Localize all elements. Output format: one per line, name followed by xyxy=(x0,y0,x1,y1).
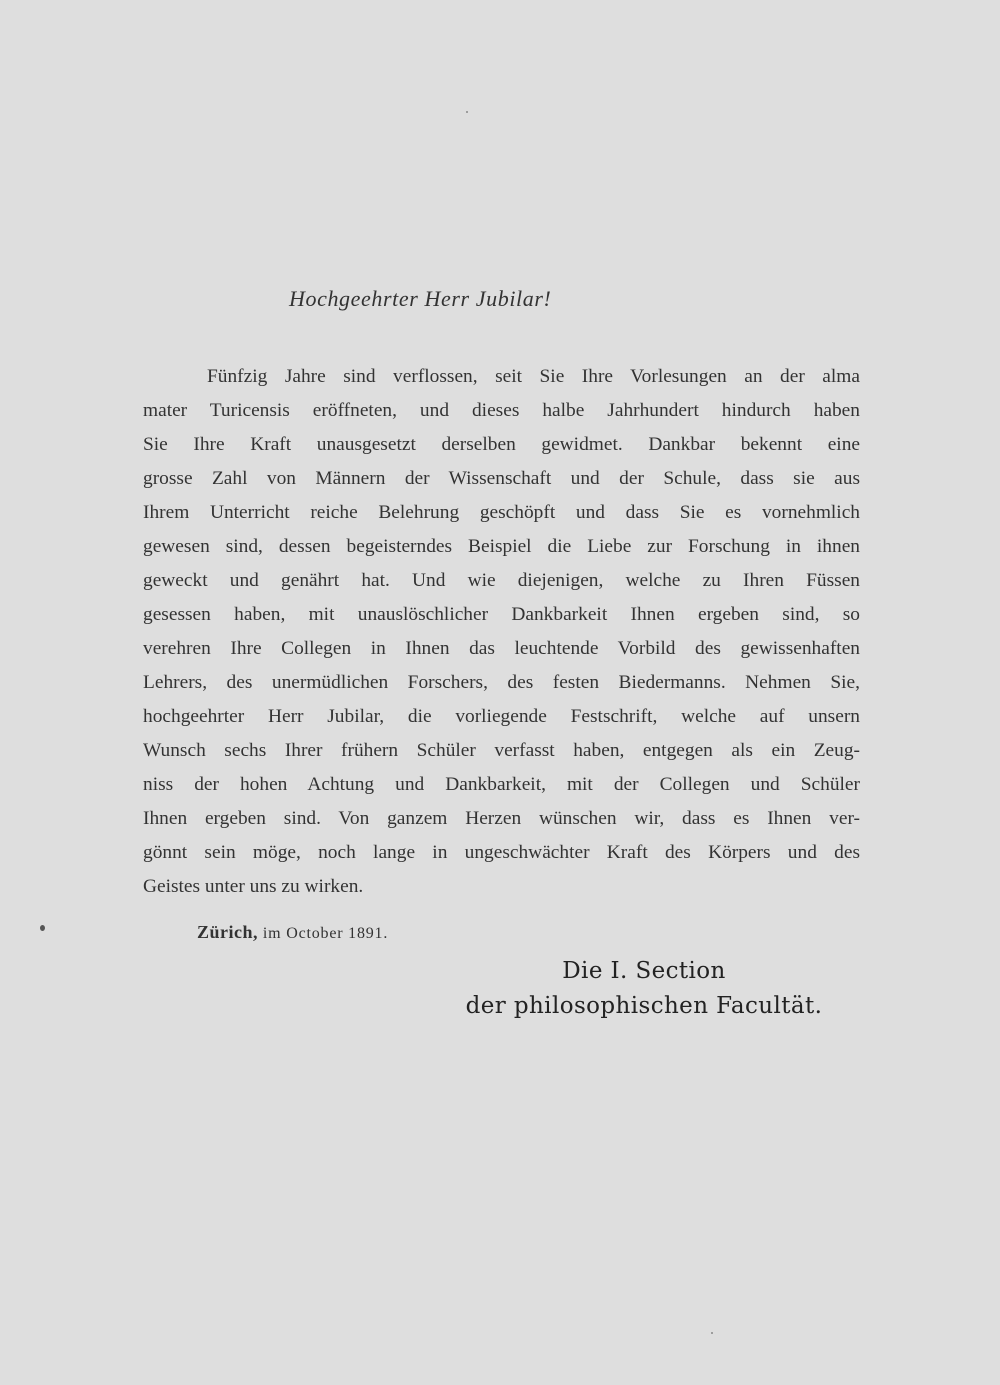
place: Zürich, xyxy=(197,922,259,942)
signature-line-1: Die I. Section xyxy=(562,958,726,984)
signature-block xyxy=(448,954,840,1024)
paper-speck xyxy=(466,111,468,113)
paper-speck xyxy=(711,1332,713,1334)
letter-body xyxy=(143,360,860,904)
body-line: niss der hohen Achtung und Dankbarkeit, mit der Collegen und Schüler xyxy=(143,774,860,795)
body-line: gesessen haben, mit unauslöschlicher Dankbarkeit Ihnen ergeben sind, so xyxy=(143,604,860,625)
signature-line-2: der philosophischen Facultät. xyxy=(465,993,823,1019)
body-line: gewesen sind, dessen begeisterndes Beispiel die Liebe zur Forschung in ihnen xyxy=(143,536,860,557)
body-line: verehren Ihre Collegen in Ihnen das leuchtende Vorbild des gewissenhaften xyxy=(143,638,860,659)
body-line: Ihnen ergeben sind. Von ganzem Herzen wünschen wir, dass es Ihnen ver- xyxy=(143,808,860,829)
salutation: Hochgeehrter Herr Jubilar! xyxy=(289,286,552,311)
body-line: Lehrers, des unermüdlichen Forschers, des festen Biedermanns. Nehmen Sie, xyxy=(143,672,860,693)
body-line: Fünfzig Jahre sind verflossen, seit Sie Ihre Vorlesungen an der alma xyxy=(207,366,860,387)
body-line: grosse Zahl von Männern der Wissenschaft und der Schule, dass sie aus xyxy=(143,468,860,489)
body-line: Geistes unter uns zu wirken. xyxy=(143,876,364,897)
paper-speck xyxy=(40,925,45,931)
body-line: mater Turicensis eröffneten, und dieses halbe Jahrhundert hindurch haben xyxy=(143,400,860,421)
body-line: Sie Ihre Kraft unausgesetzt derselben gewidmet. Dankbar bekennt eine xyxy=(143,434,860,455)
date: im October 1891. xyxy=(262,925,389,942)
body-line: Ihrem Unterricht reiche Belehrung geschöpft und dass Sie es vornehmlich xyxy=(143,502,860,523)
place-date xyxy=(197,922,388,943)
body-line: Wunsch sechs Ihrer frühern Schüler verfasst haben, entgegen als ein Zeug- xyxy=(143,740,860,761)
body-line: hochgeehrter Herr Jubilar, die vorliegende Festschrift, welche auf unsern xyxy=(143,706,860,727)
body-line: gönnt sein möge, noch lange in ungeschwächter Kraft des Körpers und des xyxy=(143,842,860,863)
body-line: geweckt und genährt hat. Und wie diejenigen, welche zu Ihren Füssen xyxy=(143,570,860,591)
